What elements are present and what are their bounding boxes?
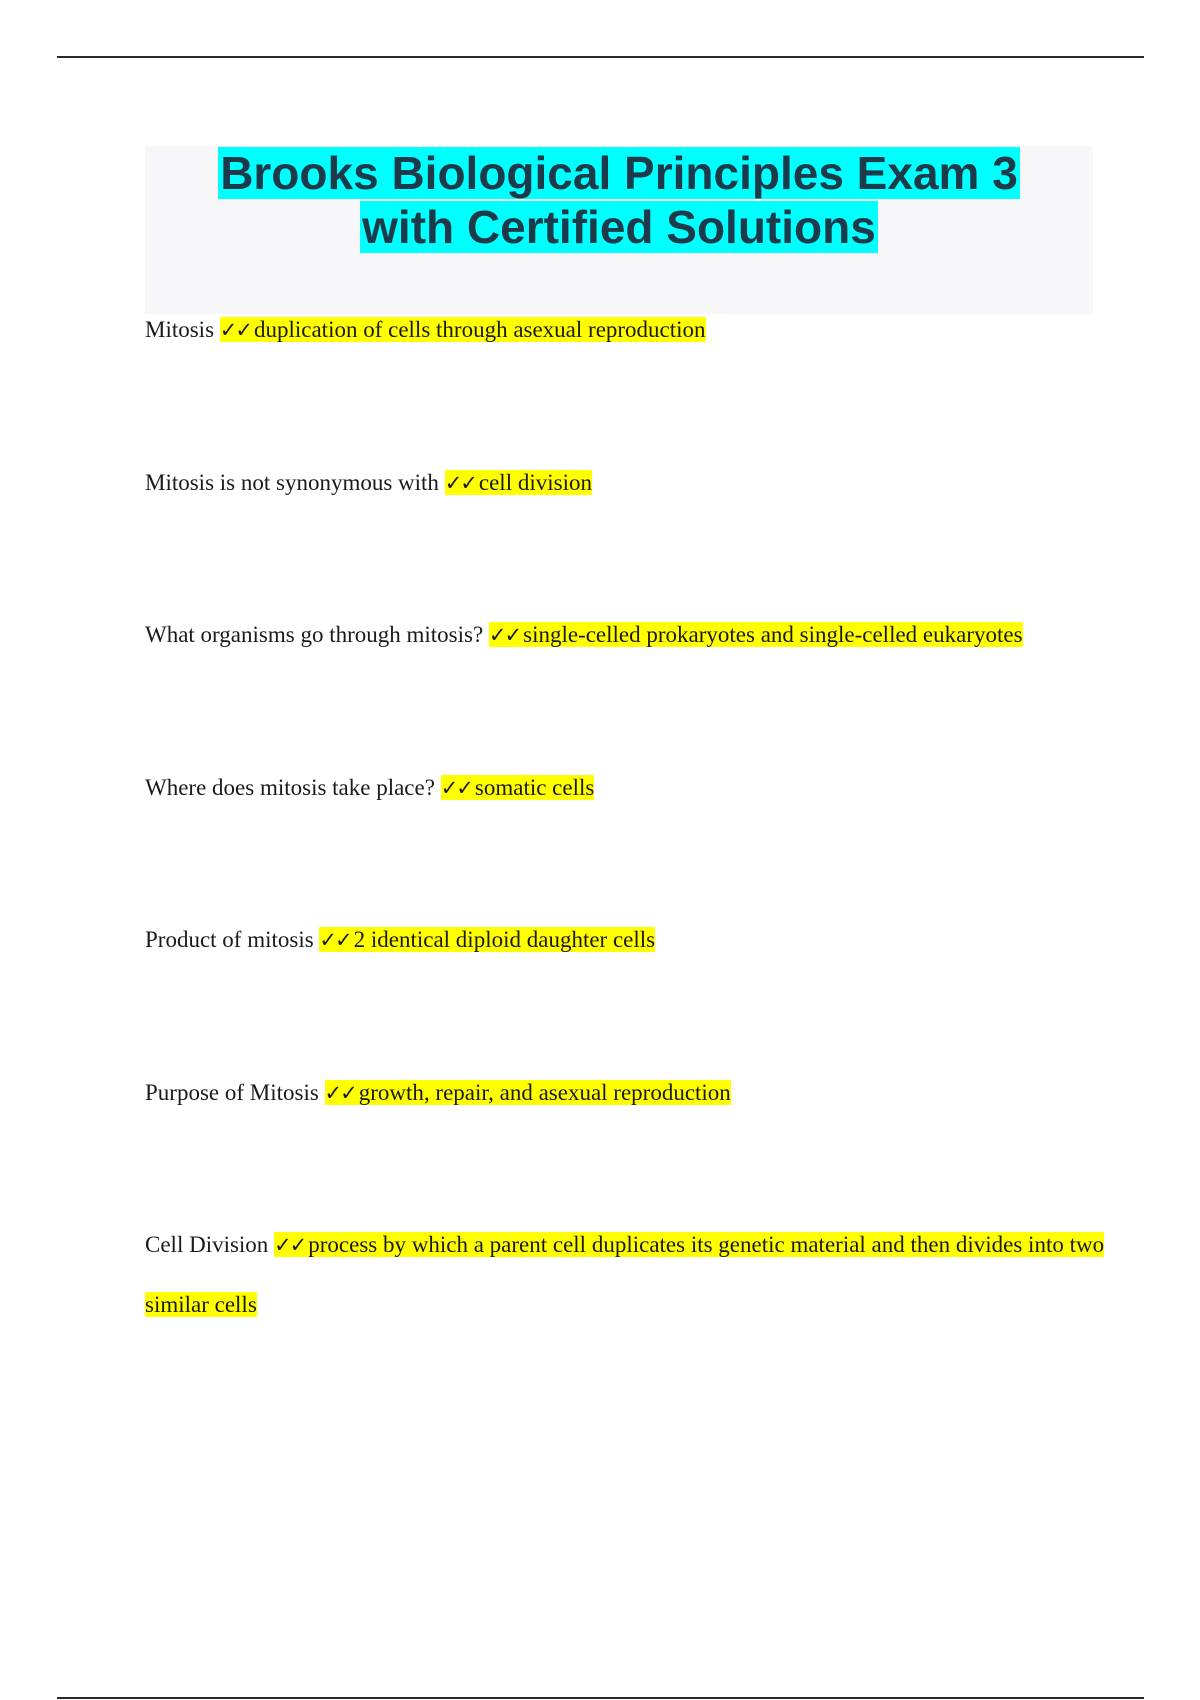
question-text: Mitosis: [145, 317, 215, 342]
answer-text: 2 identical diploid daughter cells: [353, 927, 656, 952]
qa-item: [145, 1063, 1105, 1123]
question-text: Product of mitosis: [145, 927, 314, 952]
answer-text: process by which a parent cell duplicates its genetic material and then divides into two similar cells: [145, 1232, 1105, 1317]
double-check-icon: ✓✓: [488, 623, 521, 647]
answer-highlight: [441, 775, 595, 800]
answer-text: cell division: [478, 470, 592, 495]
answer-highlight: [220, 317, 706, 342]
title-line-2: with Certified Solutions: [362, 201, 876, 253]
bottom-rule: [57, 1697, 1144, 1699]
question-text: Purpose of Mitosis: [145, 1080, 319, 1105]
qa-item: [145, 910, 1105, 970]
title-line-1: Brooks Biological Principles Exam 3: [220, 147, 1018, 199]
answer-highlight: [445, 470, 592, 495]
double-check-icon: ✓✓: [274, 1233, 306, 1257]
answer-text: somatic cells: [474, 775, 595, 800]
qa-item: [145, 605, 1105, 665]
title-box: [145, 146, 1093, 314]
question-text: Where does mitosis take place?: [145, 775, 435, 800]
answer-highlight: [145, 1232, 1104, 1317]
qa-item: [145, 1215, 1105, 1335]
question-text: Cell Division: [145, 1232, 269, 1257]
qa-item: [145, 300, 1105, 360]
double-check-icon: ✓✓: [219, 318, 251, 342]
qa-item: [145, 453, 1105, 513]
top-rule: [57, 56, 1144, 58]
answer-text: growth, repair, and asexual reproduction: [358, 1080, 731, 1105]
answer-highlight: [325, 1080, 731, 1105]
double-check-icon: ✓✓: [440, 776, 472, 800]
double-check-icon: ✓✓: [319, 928, 351, 952]
question-text: Mitosis is not synonymous with: [145, 470, 439, 495]
answer-text: duplication of cells through asexual reproduction: [253, 317, 706, 342]
answer-highlight: [319, 927, 655, 952]
double-check-icon: ✓✓: [444, 471, 476, 495]
answer-text: single-celled prokaryotes and single-celled eukaryotes: [523, 622, 1023, 647]
question-text: What organisms go through mitosis?: [145, 622, 484, 647]
page-title: [145, 146, 1093, 254]
qa-item: [145, 758, 1105, 818]
double-check-icon: ✓✓: [324, 1081, 356, 1105]
answer-highlight: [489, 622, 1023, 647]
